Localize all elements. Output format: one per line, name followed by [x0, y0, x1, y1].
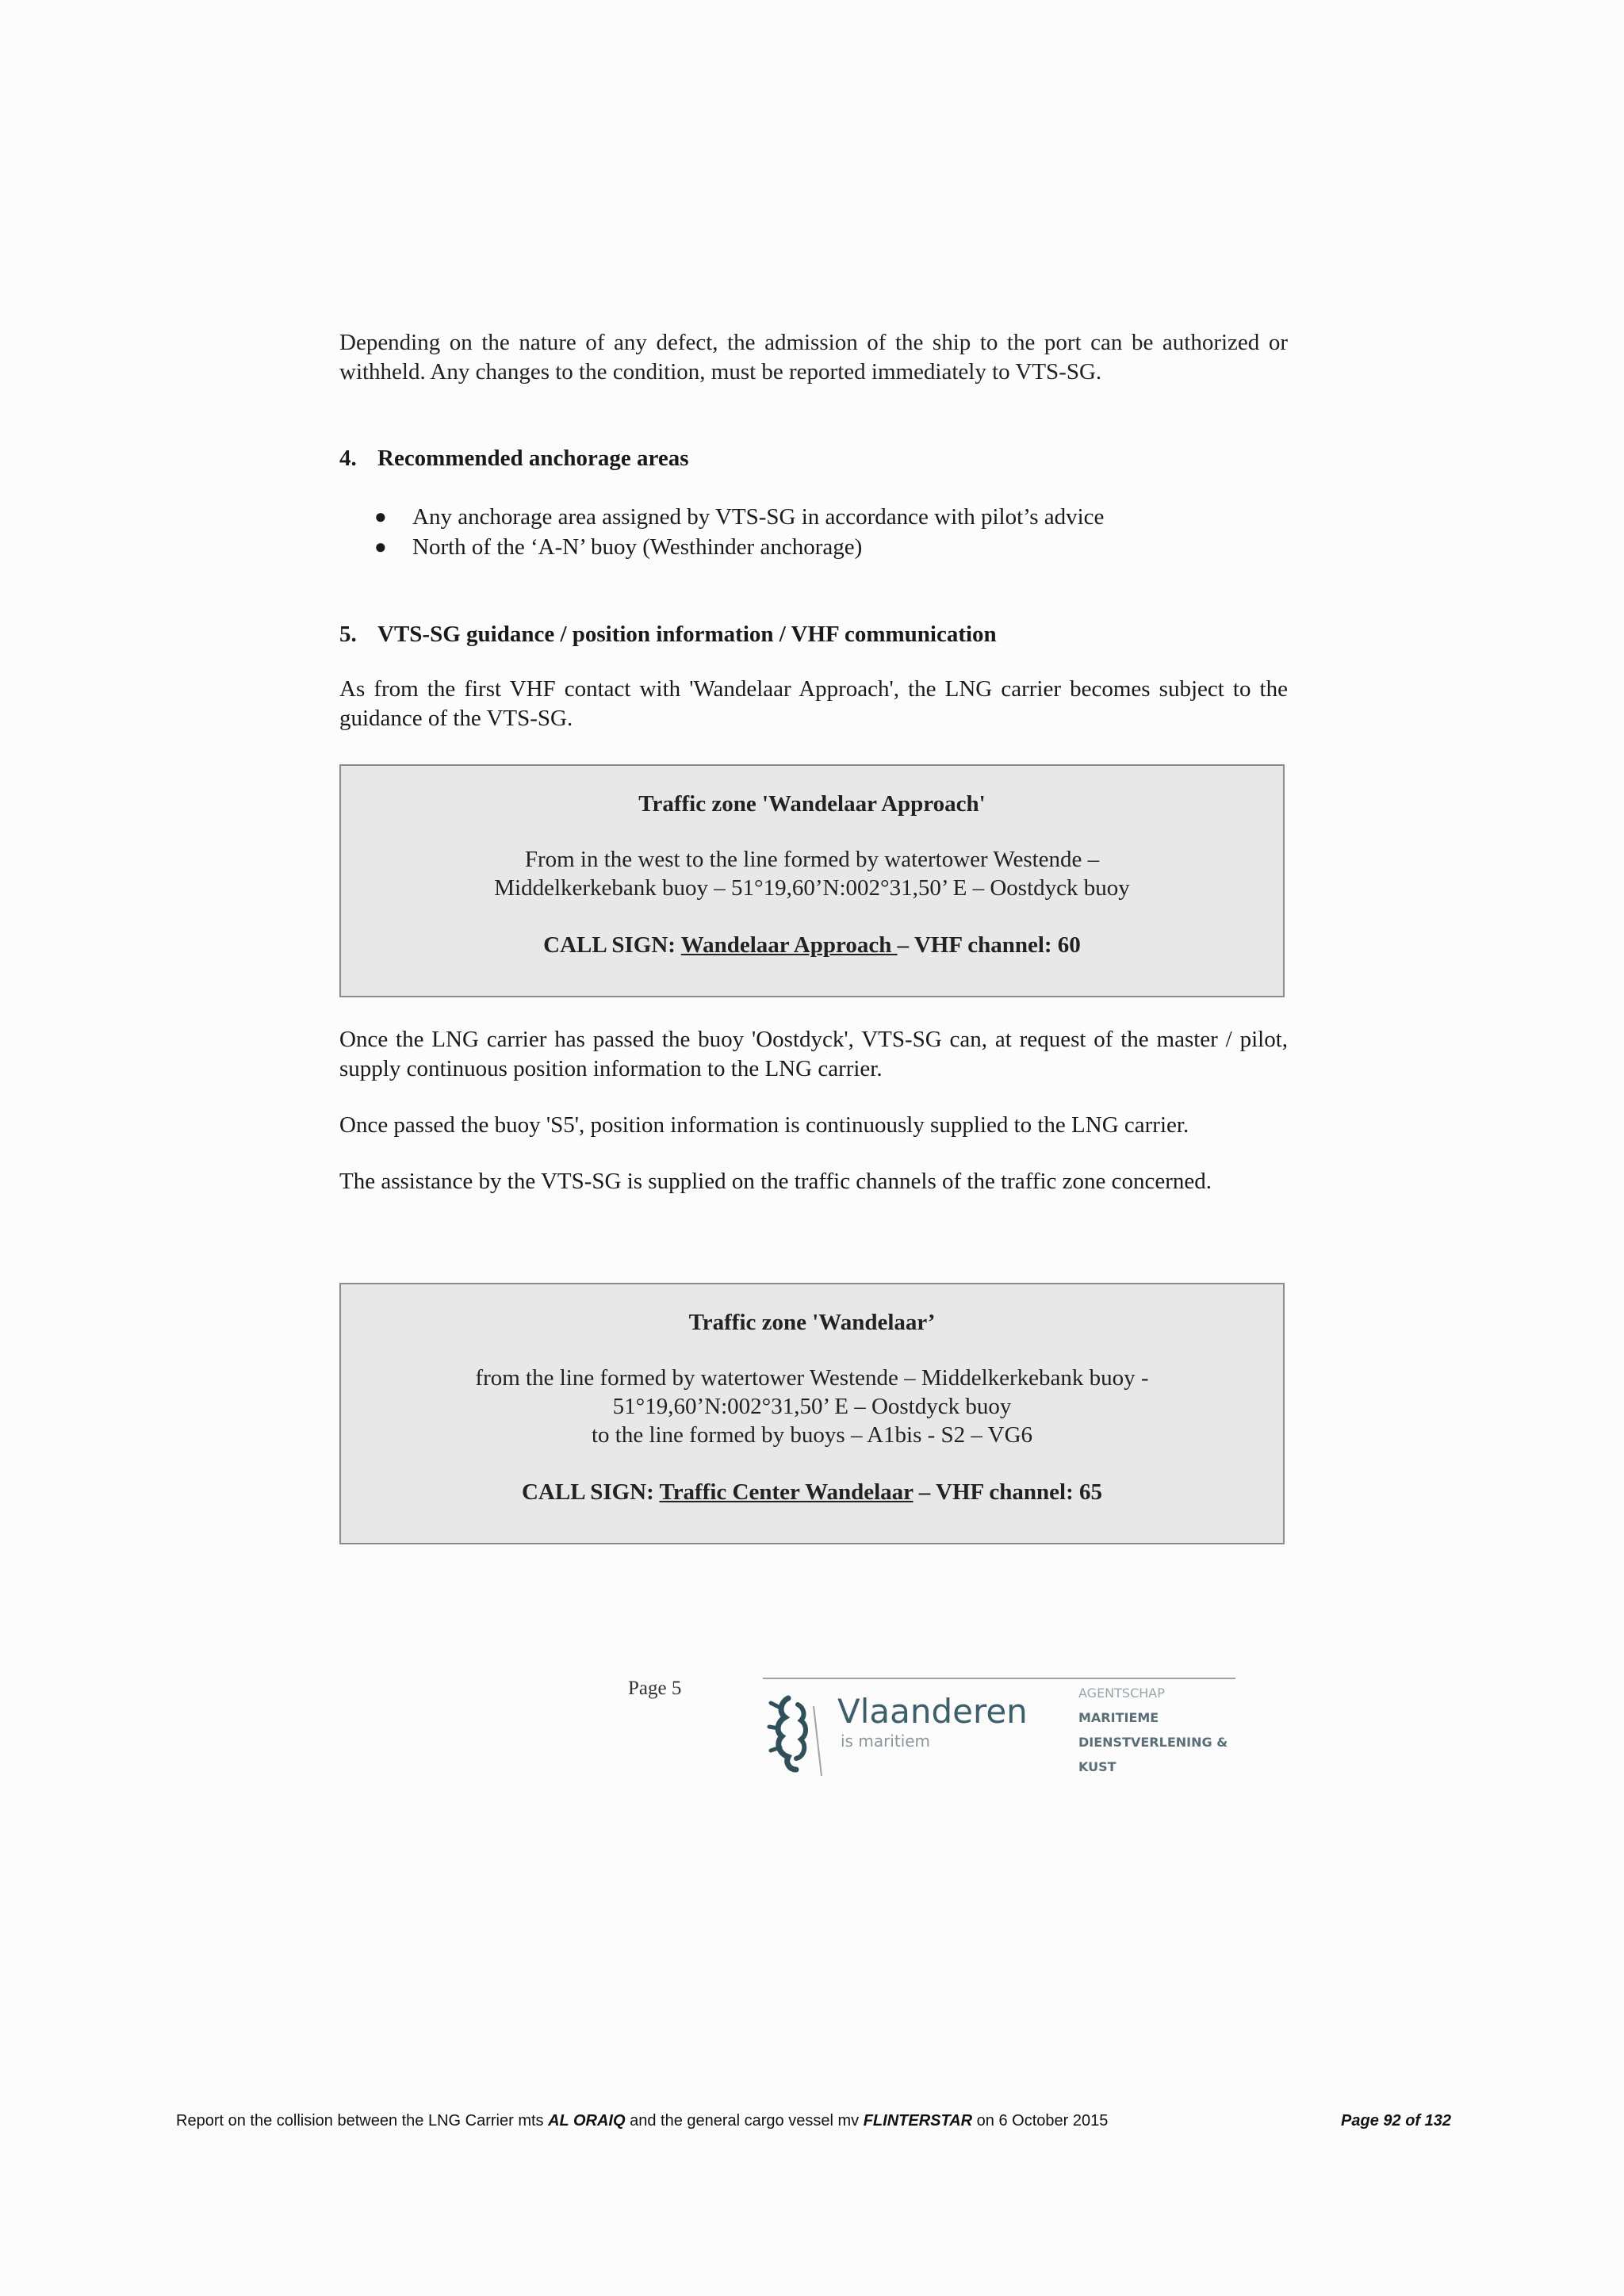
call-sign-label: CALL SIGN: — [543, 932, 681, 958]
footer-vessel-name: FLINTERSTAR — [863, 2112, 973, 2130]
section-5-number: 5. — [339, 622, 357, 647]
page-footer — [176, 2112, 1451, 2130]
call-sign-name: Traffic Center Wandelaar — [659, 1479, 914, 1505]
section-5-paragraph: As from the first VHF contact with 'Wandelaar Approach', the LNG carrier becomes subject to the guidance of the VTS-SG. — [339, 676, 1288, 731]
footer-vessel-name: AL ORAIQ — [548, 2112, 626, 2130]
footer-text: and the general cargo vessel mv — [625, 2112, 864, 2130]
agency-line: DIENSTVERLENING & — [1078, 1735, 1228, 1750]
section-5-heading — [339, 620, 1288, 649]
page-label: Page 5 — [628, 1678, 682, 1699]
vhf-channel: – VHF channel: 60 — [897, 932, 1081, 958]
zone-description-line: From in the west to the line formed by watertower Westende – — [524, 847, 1100, 872]
zone-description-line: Middelkerkebank buoy – 51°19,60’N:002°31,50’ E – Oostdyck buoy — [494, 875, 1130, 901]
list-item — [374, 532, 1288, 562]
section-5 — [339, 620, 1288, 733]
mid-paragraphs — [339, 1025, 1288, 1196]
paragraph: The assistance by the VTS-SG is supplied on the traffic channels of the traffic zone concerned. — [339, 1169, 1212, 1194]
footer-report-title — [176, 2112, 1108, 2130]
intro-section — [339, 328, 1288, 387]
footer-text: on 6 October 2015 — [972, 2112, 1109, 2130]
zone-title: Traffic zone 'Wandelaar Approach' — [638, 791, 986, 817]
list-item — [374, 502, 1288, 532]
footer-text: Report on the collision between the LNG Carrier mts — [176, 2112, 549, 2130]
intro-paragraph: Depending on the nature of any defect, the admission of the ship to the port can be authorized or withheld. Any changes to the condition, must be reported immediately to VTS-SG. — [339, 330, 1288, 385]
list-item-text: Any anchorage area assigned by VTS-SG in accordance with pilot’s advice — [412, 504, 1105, 530]
anchorage-list — [339, 502, 1288, 562]
call-sign-label: CALL SIGN: — [521, 1479, 660, 1505]
section-4-title: Recommended anchorage areas — [377, 446, 689, 471]
section-4 — [339, 444, 1288, 562]
agency-line: KUST — [1078, 1759, 1116, 1774]
logo-divider — [763, 1678, 1235, 1679]
bullet-icon: ● — [374, 535, 387, 558]
call-sign-name: Wandelaar Approach — [680, 932, 898, 958]
agency-line: MARITIEME — [1078, 1710, 1159, 1725]
agency-line: AGENTSCHAP — [1078, 1686, 1165, 1701]
zone-description-line: 51°19,60’N:002°31,50’ E – Oostdyck buoy — [612, 1394, 1012, 1419]
section-4-number: 4. — [339, 446, 357, 471]
logo-tagline: is maritiem — [841, 1732, 931, 1751]
zone-title: Traffic zone 'Wandelaar’ — [688, 1310, 936, 1335]
logo-name: Vlaanderen — [837, 1692, 1028, 1731]
traffic-zone-box-approach — [339, 764, 1285, 997]
vhf-channel: – VHF channel: 65 — [913, 1479, 1103, 1505]
call-sign — [341, 931, 1283, 959]
paragraph: Once the LNG carrier has passed the buoy 'Oostdyck', VTS-SG can, at request of the master / pilot, supply continuous position information to the LNG carrier. — [339, 1027, 1288, 1081]
section-4-heading — [339, 444, 1288, 473]
bullet-icon: ● — [374, 505, 387, 528]
paragraph: Once passed the buoy 'S5', position information is continuously supplied to the LNG carrier. — [339, 1112, 1189, 1138]
section-5-title: VTS-SG guidance / position information / VHF communication — [377, 622, 997, 647]
traffic-zone-box-wandelaar — [339, 1283, 1285, 1544]
list-item-text: North of the ‘A-N’ buoy (Westhinder anchorage) — [412, 534, 863, 560]
logo-agency — [1078, 1681, 1237, 1779]
call-sign — [341, 1478, 1283, 1506]
zone-description-line: to the line formed by buoys – A1bis - S2 – VG6 — [591, 1422, 1033, 1448]
footer-page-number: Page 92 of 132 — [1341, 2112, 1451, 2130]
vlaanderen-logo — [763, 1673, 1239, 1780]
flemish-lion-icon — [764, 1690, 828, 1777]
zone-description-line: from the line formed by watertower Westende – Middelkerkebank buoy - — [475, 1365, 1149, 1391]
